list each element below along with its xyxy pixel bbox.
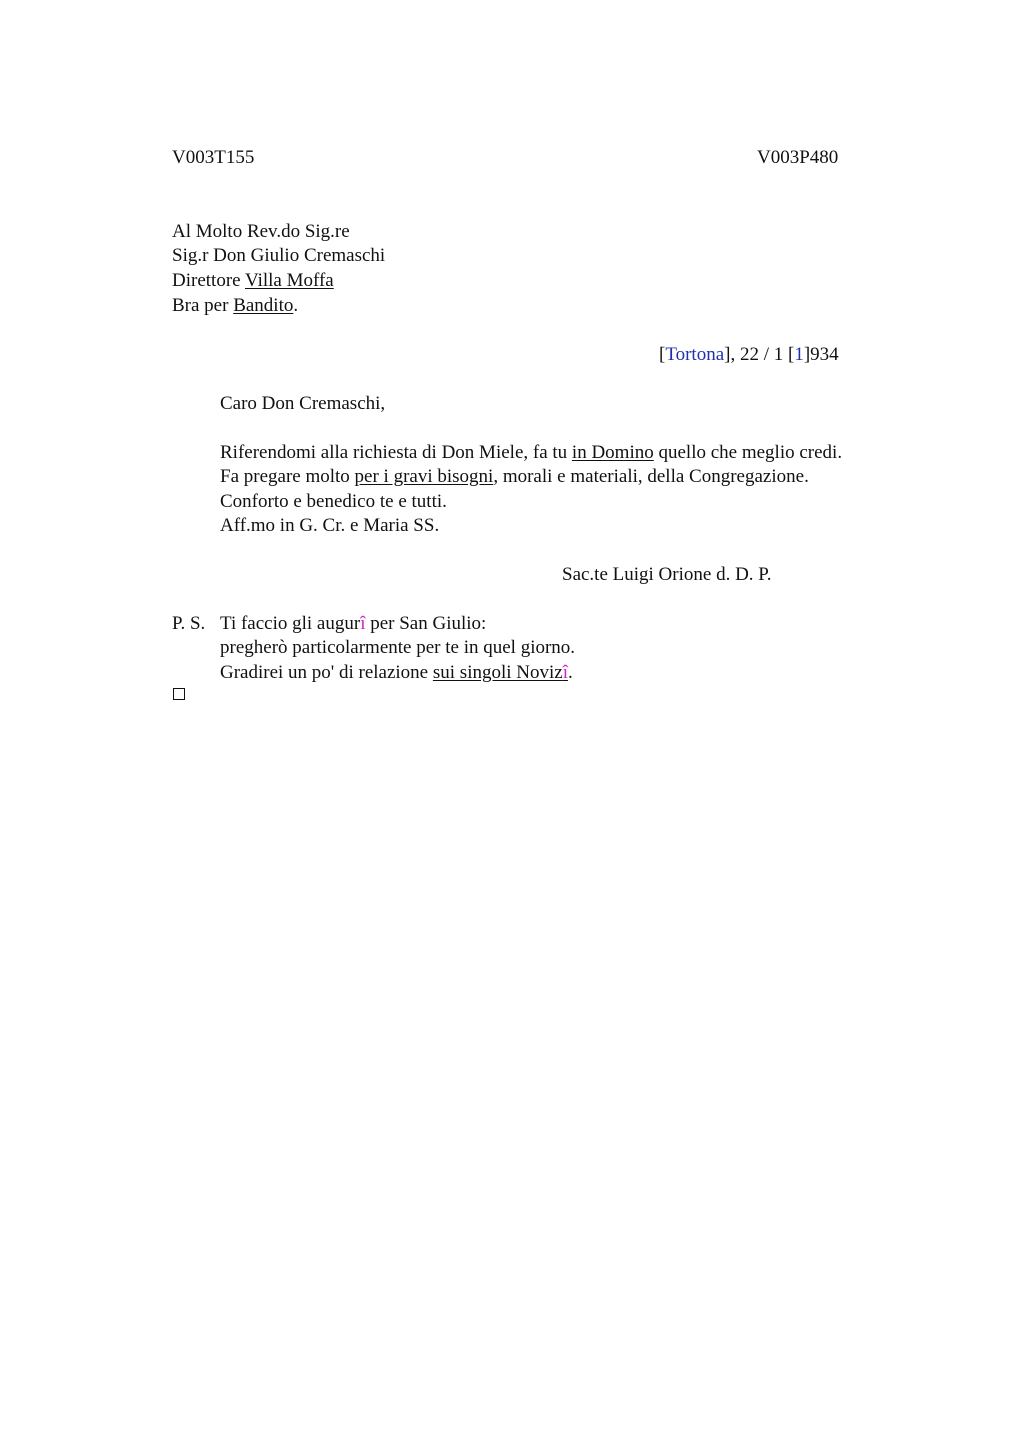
date-line bbox=[659, 344, 839, 366]
date-year-digit: 1 bbox=[794, 344, 804, 365]
date-bracket-open: [ bbox=[659, 344, 666, 365]
address-bandito: Bandito bbox=[233, 295, 294, 316]
document-code-left: V003T155 bbox=[172, 147, 255, 168]
address-line-1: Al Molto Rev.do Sig.re bbox=[172, 221, 350, 242]
address-line-4 bbox=[172, 295, 298, 317]
date-year-rest: ]934 bbox=[803, 344, 839, 365]
body-line-3: Conforto e benedico te e tutti. bbox=[220, 491, 447, 512]
postscript-singoli-novizi bbox=[433, 662, 568, 683]
document-code-right: V003P480 bbox=[757, 147, 839, 168]
postscript-novizi-accent: î bbox=[562, 662, 568, 683]
body-line-1-prefix: Riferendomi alla richiesta di Don Miele, fa tu bbox=[220, 442, 572, 463]
body-line-1 bbox=[220, 442, 842, 464]
date-place: Tortona bbox=[665, 344, 725, 365]
body-line-2 bbox=[220, 466, 809, 488]
postscript-novizi-main: sui singoli Noviz bbox=[432, 662, 563, 683]
postscript-label: P. S. bbox=[172, 613, 206, 634]
end-marker-box-icon bbox=[173, 688, 185, 700]
address-villa-moffa: Villa Moffa bbox=[245, 270, 334, 291]
postscript-line-1-accent: î bbox=[360, 613, 366, 634]
postscript-line-1-suffix: per San Giulio: bbox=[365, 613, 487, 634]
address-line-3-prefix: Direttore bbox=[172, 270, 245, 291]
address-line-4-prefix: Bra per bbox=[172, 295, 234, 316]
postscript-line-1-prefix: Ti faccio gli augur bbox=[220, 613, 361, 634]
body-gravi-bisogni: per i gravi bisogni bbox=[354, 466, 494, 487]
postscript-line-3-suffix: . bbox=[568, 662, 573, 683]
body-in-domino: in Domino bbox=[571, 442, 654, 463]
address-line-2: Sig.r Don Giulio Cremaschi bbox=[172, 245, 386, 266]
signature: Sac.te Luigi Orione d. D. P. bbox=[562, 564, 772, 585]
body-line-1-suffix: quello che meglio credi. bbox=[653, 442, 843, 463]
postscript-line-3 bbox=[220, 662, 573, 684]
address-line-4-suffix: . bbox=[293, 295, 299, 316]
postscript-line-1 bbox=[220, 613, 486, 635]
postscript-line-3-prefix: Gradirei un po' di relazione bbox=[220, 662, 433, 683]
address-line-3 bbox=[172, 270, 334, 292]
date-day-month: ], 22 / 1 [ bbox=[724, 344, 795, 365]
greeting: Caro Don Cremaschi, bbox=[220, 393, 386, 414]
postscript-line-2: pregherò particolarmente per te in quel giorno. bbox=[220, 637, 576, 658]
body-line-4: Aff.mo in G. Cr. e Maria SS. bbox=[220, 515, 440, 536]
body-line-2-prefix: Fa pregare molto bbox=[220, 466, 355, 487]
body-line-2-suffix: , morali e materiali, della Congregazione. bbox=[493, 466, 809, 487]
